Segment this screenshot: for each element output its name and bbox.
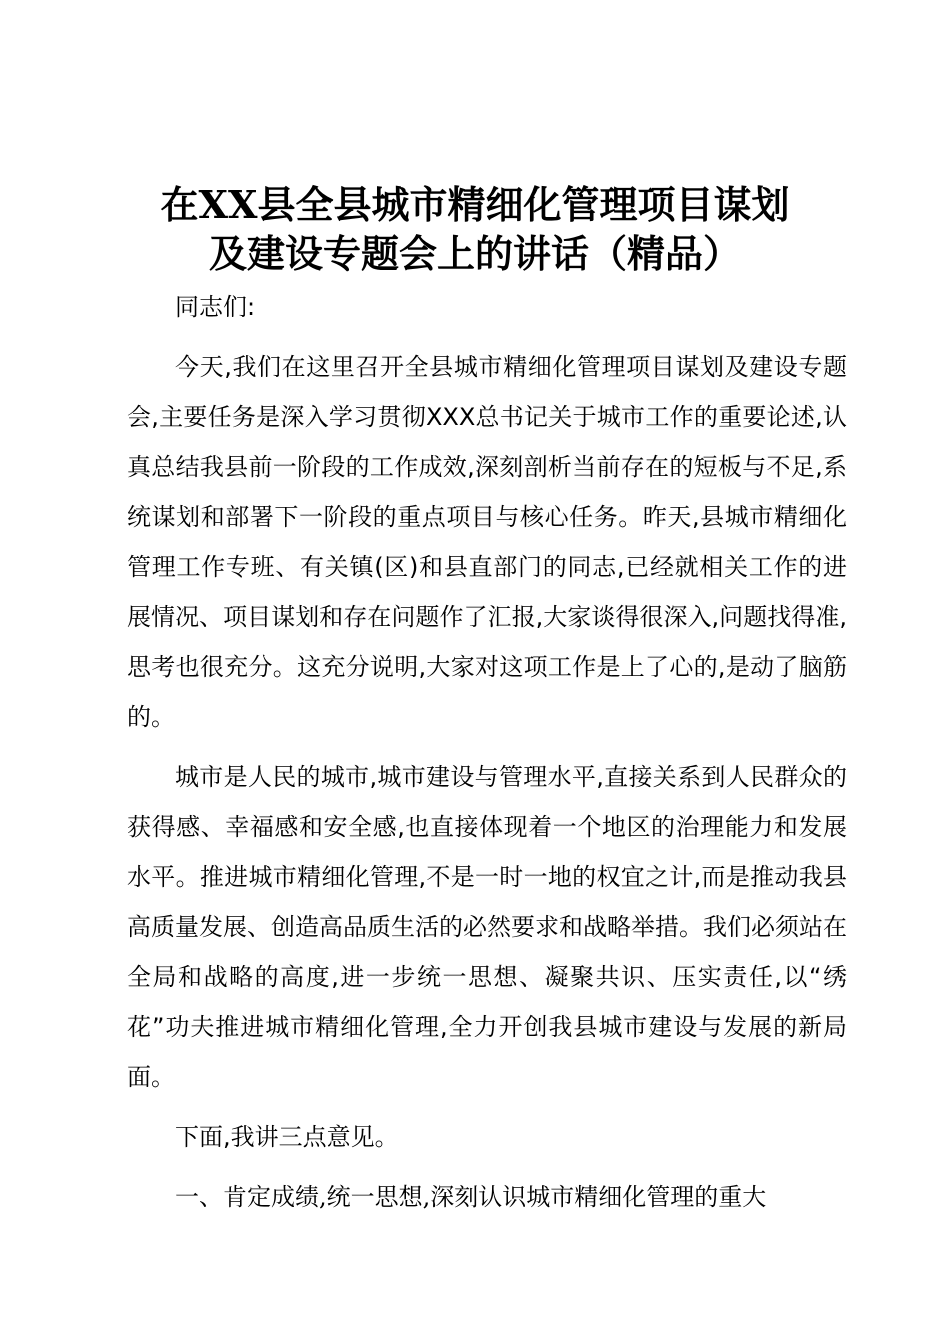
paragraph-city-importance: 城市是人民的城市,城市建设与管理水平,直接关系到人民群众的获得感、幸福感和安全感,也直接体现着一个地区的治理能力和发展水平。推进城市精细化管理,不是一时一地的权宜之计,而是推动我县高质量发展、创造高品质生活的必然要求和战略举措。我们必须站在全局和战略的高度,进一步统一思想、凝聚共识、压实责任,以“绣花”功夫推进城市精细化管理,全力开创我县城市建设与发展的新局面。 [127,763,847,1091]
salutation: 同志们: [175,293,256,321]
document-body [127,282,847,1222]
section-heading-1: 一、肯定成绩,统一思想,深刻认识城市精细化管理的重大 [175,1183,767,1211]
paragraph-three-points: 下面,我讲三点意见。 [175,1123,399,1151]
title-line-1: 在XX县全县城市精细化管理项目谋划 [160,182,790,227]
title-line-2: 及建设专题会上的讲话（精品） [208,231,741,276]
document-title [100,180,850,278]
paragraph-opening: 今天,我们在这里召开全县城市精细化管理项目谋划及建设专题会,主要任务是深入学习贯彻XXX总书记关于城市工作的重要论述,认真总结我县前一阶段的工作成效,深刻剖析当前存在的短板与不足,系统谋划和部署下一阶段的重点项目与核心任务。昨天,县城市精细化管理工作专班、有关镇(区)和县直部门的同志,已经就相关工作的进展情况、项目谋划和存在问题作了汇报,大家谈得很深入,问题找得准,思考也很充分。这充分说明,大家对这项工作是上了心的,是动了脑筋的。 [127,353,847,731]
